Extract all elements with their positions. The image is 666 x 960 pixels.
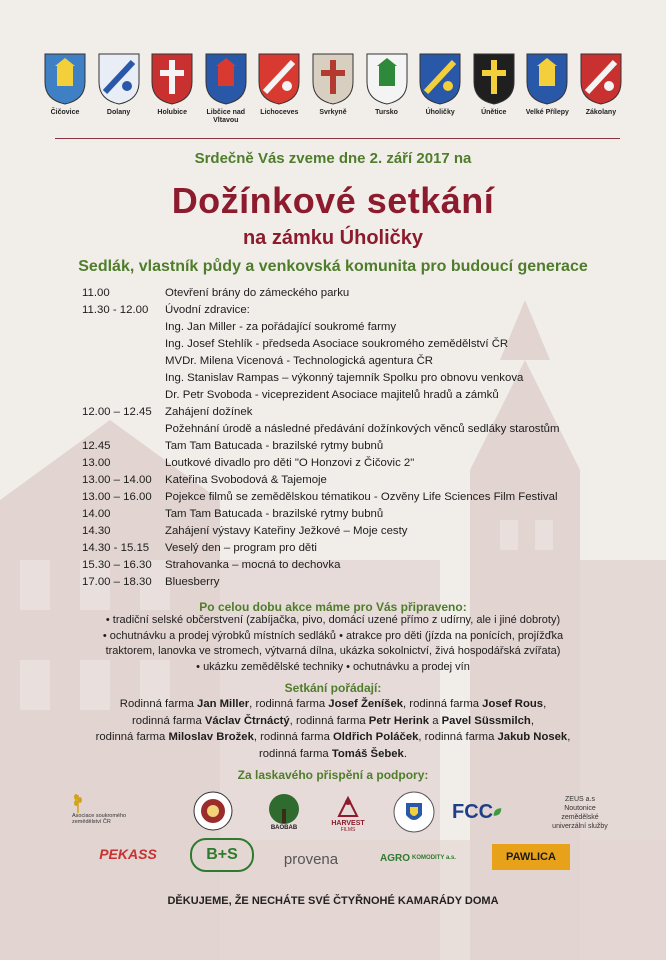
program-time (82, 421, 165, 438)
coat-of-arms-icon (150, 52, 194, 106)
program-time: 11.00 (82, 287, 110, 299)
coat-of-arms-icon (97, 52, 141, 106)
sponsor-baobab-logo (262, 790, 306, 834)
sponsor-provena-text: provena (283, 850, 339, 868)
crest-label: Holubice (157, 109, 187, 116)
organizers-list (60, 696, 606, 762)
crest-item (40, 52, 90, 125)
program-item: Pojekce filmů se zemědělskou tématikou - Ozvěny Life Sciences Film Festival (165, 491, 558, 503)
program-time: 15.30 – 16.30 (82, 559, 152, 571)
farmer-name: Václav Čtrnáctý (204, 714, 290, 727)
crest-item (201, 52, 251, 125)
program-item: Tam Tam Batucada - brazilské rytmy bubnů (165, 508, 384, 520)
coat-of-arms-icon (418, 52, 462, 106)
program-time (82, 353, 165, 370)
sponsor-agro-sub: KOMODITY a.s. (412, 855, 456, 861)
program-time: 13.00 (82, 457, 111, 469)
crest-item (94, 52, 144, 125)
program-time (82, 387, 165, 404)
program-row (82, 455, 622, 472)
program-row (82, 387, 622, 404)
program-item: Zahájení výstavy Kateřiny Ježkové – Moje cesty (165, 525, 408, 537)
sponsor-pekass-text: PEKASS (99, 846, 157, 862)
crest-item (308, 52, 358, 125)
program-time (82, 370, 165, 387)
crest-label: Únětice (481, 109, 507, 116)
offer-line: traktorem, lanovka ve stromech, výtvarná dílna, ukázka sokolnictví, živá hospodářská zvířata) (105, 645, 561, 657)
organizer-text: . (403, 747, 407, 760)
farmer-name: Pavel Süssmilch (441, 714, 531, 727)
program-time: 17.00 – 18.30 (82, 576, 152, 588)
sponsor-bs-text: B+S (206, 846, 238, 863)
crest-label: Čičovice (50, 109, 80, 116)
program-schedule (82, 285, 622, 591)
organizer-text: , (543, 698, 547, 710)
program-time (82, 336, 165, 353)
organizer-text: Rodinná farma (119, 698, 198, 710)
sponsor-zeus-text: ZEUS a.s Noutonice zemědělské univerzální služby (552, 796, 608, 830)
sponsor-harvest-sub: FILMS (340, 826, 356, 833)
organizers-title: Setkání pořádají: (284, 681, 382, 695)
program-row (82, 574, 622, 591)
program-time: 13.00 – 16.00 (82, 491, 152, 503)
organizer-text: , rodinná farma (249, 698, 329, 710)
crest-label: Zákolany (585, 109, 617, 116)
program-item: Tam Tam Batucada - brazilské rytmy bubnů (165, 440, 384, 452)
sponsor-fcc-text: FCC (452, 800, 494, 823)
organizer-text: , rodinná farma (403, 698, 483, 710)
coat-of-arms-icon (472, 52, 516, 106)
event-venue: na zámku Úholičky (242, 227, 424, 249)
organizer-text: , (530, 714, 534, 727)
sponsors-title: Za laskavého přispění a podpory: (237, 768, 429, 782)
crest-label: Dolany (106, 109, 131, 116)
program-row (82, 285, 622, 302)
program-item: Dr. Petr Svoboda - viceprezident Asociace majitelů hradů a zámků (165, 389, 499, 401)
program-item: Kateřina Svobodová & Tajemoje (165, 474, 327, 486)
crest-item (576, 52, 626, 125)
program-row (82, 404, 622, 421)
farmer-name: Oldřich Poláček (333, 731, 419, 743)
sponsor-harvest-text: HARVEST (331, 819, 365, 827)
sponsor-pekass-logo (86, 842, 170, 866)
crest-label: Úholičky (425, 109, 455, 116)
crest-label: Libčice nad Vltavou (206, 109, 246, 124)
program-time: 14.00 (82, 508, 111, 520)
crest-item (254, 52, 304, 125)
program-time: 12.45 (82, 440, 111, 452)
program-row (82, 336, 622, 353)
sponsor-crest-logo (392, 790, 436, 834)
offer-line: • tradiční selské občerstvení (zabíjačka, pivo, domácí uzené přímo z udírny, ale i jiné dobroty) (105, 614, 561, 626)
offer-title: Po celou dobu akce máme pro Vás připraveno: (199, 600, 467, 614)
event-theme: Sedlák, vlastník půdy a venkovská komunita pro budoucí generace (78, 258, 588, 275)
harvest-figure-icon (335, 794, 361, 820)
program-row (82, 523, 622, 540)
organizer-text: , (567, 731, 571, 743)
sponsor-asz-logo (72, 788, 142, 828)
program-row (82, 472, 622, 489)
coat-of-arms-icon (365, 52, 409, 106)
crest-label: Velké Přílepy (525, 109, 569, 116)
wheat-icon (72, 791, 84, 813)
organizers-line (60, 713, 606, 730)
organizer-text: , rodinná farma (289, 714, 369, 727)
crest-item (415, 52, 465, 125)
program-item: Ing. Josef Stehlík - předseda Asociace soukromého zemědělství ČR (165, 338, 509, 350)
organizers-line (60, 729, 606, 746)
program-row (82, 302, 622, 319)
sponsor-agro-logo (372, 848, 464, 868)
organizer-text: rodinná farma (259, 747, 332, 760)
crest-item (469, 52, 519, 125)
crest-label: Svrkyně (319, 109, 347, 116)
program-time (82, 319, 165, 336)
organizer-text: , rodinná farma (253, 731, 333, 743)
program-row (82, 540, 622, 557)
organizers-line (60, 696, 606, 713)
header-divider (55, 138, 620, 139)
crest-item (362, 52, 412, 125)
coat-of-arms-icon (257, 52, 301, 106)
coat-of-arms-icon (43, 52, 87, 106)
organizer-text: a (429, 714, 442, 727)
program-row (82, 557, 622, 574)
program-row (82, 506, 622, 523)
program-row (82, 489, 622, 506)
program-row (82, 370, 622, 387)
offer-line: • ukázku zemědělské techniky • ochutnávku a prodej vín (196, 660, 470, 673)
invitation-line: Srdečně Vás zveme dne 2. září 2017 na (194, 150, 472, 167)
farmer-name: Josef Ženíšek (328, 698, 404, 710)
program-time: 13.00 – 14.00 (82, 474, 152, 486)
program-item: Bluesberry (165, 576, 220, 588)
crest-label: Lichoceves (260, 109, 299, 116)
sponsor-fcc-logo (452, 796, 502, 828)
farmer-name: Jan Miller (197, 698, 250, 710)
offer-line: • ochutnávku a prodej výrobků místních sedláků • atrakce pro děti (jízda na ponících, projížďka (102, 629, 564, 642)
program-row (82, 319, 622, 336)
program-item: MVDr. Milena Vicenová - Technologická agentura ČR (165, 355, 434, 367)
sponsor-pawlica-logo (492, 844, 570, 870)
program-item: Ing. Stanislav Rampas – výkonný tajemník Spolku pro obnovu venkova (165, 372, 524, 384)
sponsor-pawlica-text: PAWLICA (506, 851, 556, 863)
sponsor-baobab-text: BAOBAB (270, 825, 298, 831)
crest-item (522, 52, 572, 125)
program-item: Loutkové divadlo pro děti "O Honzovi z Čičovic 2" (165, 457, 415, 469)
program-time: 12.00 – 12.45 (82, 406, 152, 418)
program-item: Požehnání úrodě a následné předávání dožínkových věnců sedláky starostům (165, 423, 560, 435)
leaf-icon (493, 805, 502, 819)
program-row (82, 353, 622, 370)
event-title: Dožínkové setkání (171, 180, 495, 221)
program-item: Úvodní zdravice: (165, 304, 250, 316)
sponsor-agro-text: AGRO (380, 852, 411, 864)
crest-item (147, 52, 197, 125)
organizers-line (60, 746, 606, 763)
crest-label: Tursko (375, 109, 398, 116)
program-item: Zahájení dožínek (165, 406, 253, 418)
sponsor-harvest-logo (328, 788, 368, 838)
program-item: Otevření brány do zámeckého parku (165, 287, 350, 299)
coat-of-arms-icon (579, 52, 623, 106)
farmer-name: Petr Herink (368, 714, 430, 727)
offer-list (60, 613, 606, 675)
program-time: 14.30 (82, 525, 111, 537)
program-time: 11.30 - 12.00 (82, 304, 149, 316)
program-time: 14.30 - 15.15 (82, 542, 150, 554)
coat-of-arms-icon (204, 52, 248, 106)
organizer-text: , rodinná farma (418, 731, 498, 743)
municipality-crests (40, 52, 626, 125)
farmer-name: Miloslav Brožek (168, 731, 254, 743)
sponsor-bs-logo (190, 838, 254, 872)
coat-of-arms-icon (311, 52, 355, 106)
sponsor-provena-logo (272, 848, 350, 870)
footer-note: DĚKUJEME, ŽE NECHÁTE SVÉ ČTYŘNOHÉ KAMARÁDY DOMA (167, 895, 499, 907)
coat-of-arms-icon (525, 52, 569, 106)
sponsor-asz-text: Asociace soukromého zemědělství ČR (72, 813, 127, 825)
program-row (82, 438, 622, 455)
tree-icon (264, 793, 304, 825)
farmer-name: Tomáš Šebek (331, 747, 404, 760)
farmer-name: Jakub Nosek (497, 731, 568, 743)
program-item: Veselý den – program pro děti (165, 542, 317, 554)
sponsor-round-seal-logo (192, 790, 234, 832)
farmer-name: Josef Rous (482, 698, 544, 710)
program-row (82, 421, 622, 438)
program-item: Ing. Jan Miller - za pořádající soukromé farmy (165, 321, 397, 333)
program-item: Strahovanka – mocná to dechovka (165, 559, 341, 571)
organizer-text: rodinná farma (132, 714, 205, 727)
organizer-text: rodinná farma (95, 731, 169, 743)
